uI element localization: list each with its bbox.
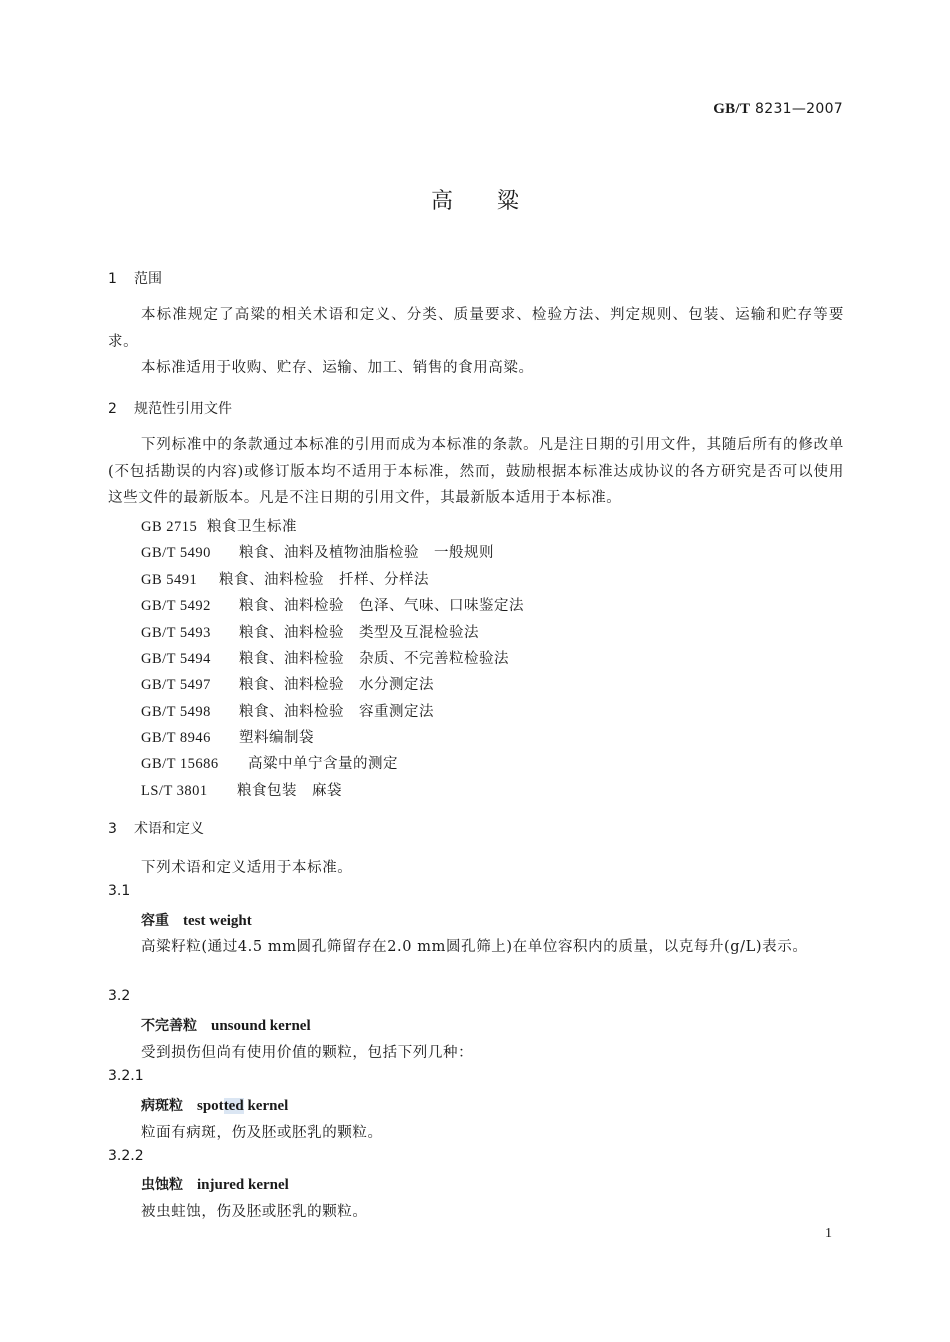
terms-intro: 下列术语和定义适用于本标准。 [141,860,353,876]
term-english: injured kernel [197,1177,289,1193]
clause-number: 3.2.2 [108,1148,144,1164]
reference-code: GB/T 5490 [141,545,211,561]
term-english: unsound kernel [211,1018,311,1034]
reference-code: GB 2715 [141,519,198,535]
term-chinese: 病斑粒 [141,1098,183,1114]
normative-references-paragraph: 下列标准中的条款通过本标准的引用而成为本标准的条款。凡是注日期的引用文件，其随后所有的修改单(不包括勘误的内容)或修订版本均不适用于本标准，然而，鼓励根据本标准达成协议的各方研究是否可以使用这些文件的最新版本。凡是不注日期的引用文件，其最新版本适用于本标准。 [108,437,844,506]
standard-number: 8231—2007 [755,101,843,117]
page-number: 1 [825,1226,832,1241]
term-injured-kernel [141,1174,289,1194]
section-title: 术语和定义 [134,821,204,837]
term-chinese: 容重 [141,913,169,929]
section-title: 范围 [134,271,162,287]
scope-paragraph-2: 本标准适用于收购、贮存、运输、加工、销售的食用高粱。 [141,360,534,376]
section-3-heading [108,818,204,838]
scope-paragraph-1: 本标准规定了高粱的相关术语和定义、分类、质量要求、检验方法、判定规则、包装、运输和贮存等要求。 [108,307,844,350]
term-english [197,1098,288,1114]
reference-title: 高粱中单宁含量的测定 [248,756,398,772]
reference-item [141,779,342,800]
reference-item [141,752,398,773]
section-number: 1 [108,271,117,287]
reference-title: 粮食、油料检验 容重测定法 [239,704,434,720]
reference-code: GB/T 5498 [141,704,211,720]
page-title: 高粱 [430,189,563,214]
reference-item [141,700,434,721]
term-test-weight [141,910,252,930]
term-definition: 高粱籽粒(通过4.5 mm圆孔筛留存在2.0 mm圆孔筛上)在单位容积内的质量，以克每升(g/L)表示。 [141,939,808,955]
section-1-heading [108,268,162,288]
reference-code: GB/T 15686 [141,756,219,772]
section-number: 3 [108,821,117,837]
reference-code: GB/T 5493 [141,625,211,641]
reference-item [141,726,314,747]
reference-item [141,647,509,668]
standard-prefix: GB/T [713,101,751,117]
term-definition: 粒面有病斑，伤及胚或胚乳的颗粒。 [141,1125,383,1141]
reference-title: 粮食卫生标准 [207,519,297,535]
reference-title: 粮食、油料检验 水分测定法 [239,677,434,693]
reference-title: 粮食、油料检验 类型及互混检验法 [239,625,479,641]
clause-number: 3.2 [108,988,131,1004]
reference-title: 塑料编制袋 [239,730,314,746]
term-unsound-kernel [141,1015,311,1035]
term-chinese: 不完善粒 [141,1018,197,1034]
term-chinese: 虫蚀粒 [141,1177,183,1193]
term-english-part: spot [197,1098,224,1114]
reference-code: GB/T 5492 [141,598,211,614]
reference-code: GB/T 5494 [141,651,211,667]
reference-item [141,621,479,642]
reference-item [141,568,429,589]
reference-code: LS/T 3801 [141,783,208,799]
reference-item [141,594,524,615]
term-definition: 被虫蛀蚀，伤及胚或胚乳的颗粒。 [141,1204,368,1220]
reference-title: 粮食包装 麻袋 [237,783,342,799]
reference-code: GB/T 5497 [141,677,211,693]
section-number: 2 [108,401,117,417]
reference-title: 粮食、油料检验 扦样、分样法 [219,572,429,588]
text-selection-highlight[interactable]: ted [223,1098,244,1114]
reference-title: 粮食、油料检验 杂质、不完善粒检验法 [239,651,509,667]
section-title: 规范性引用文件 [134,401,232,417]
reference-item [141,541,494,562]
reference-item [141,673,434,694]
section-2-heading [108,398,232,418]
reference-code: GB/T 8946 [141,730,211,746]
reference-title: 粮食、油料检验 色泽、气味、口味鉴定法 [239,598,524,614]
clause-number: 3.2.1 [108,1068,144,1084]
term-english: test weight [183,913,252,929]
term-english-part: kernel [243,1098,289,1114]
reference-code: GB 5491 [141,572,198,588]
term-definition: 受到损伤但尚有使用价值的颗粒，包括下列几种： [141,1045,474,1061]
reference-item [141,515,297,536]
standard-code [713,101,843,118]
clause-number: 3.1 [108,883,131,899]
term-spotted-kernel [141,1095,288,1115]
reference-title: 粮食、油料及植物油脂检验 一般规则 [239,545,494,561]
